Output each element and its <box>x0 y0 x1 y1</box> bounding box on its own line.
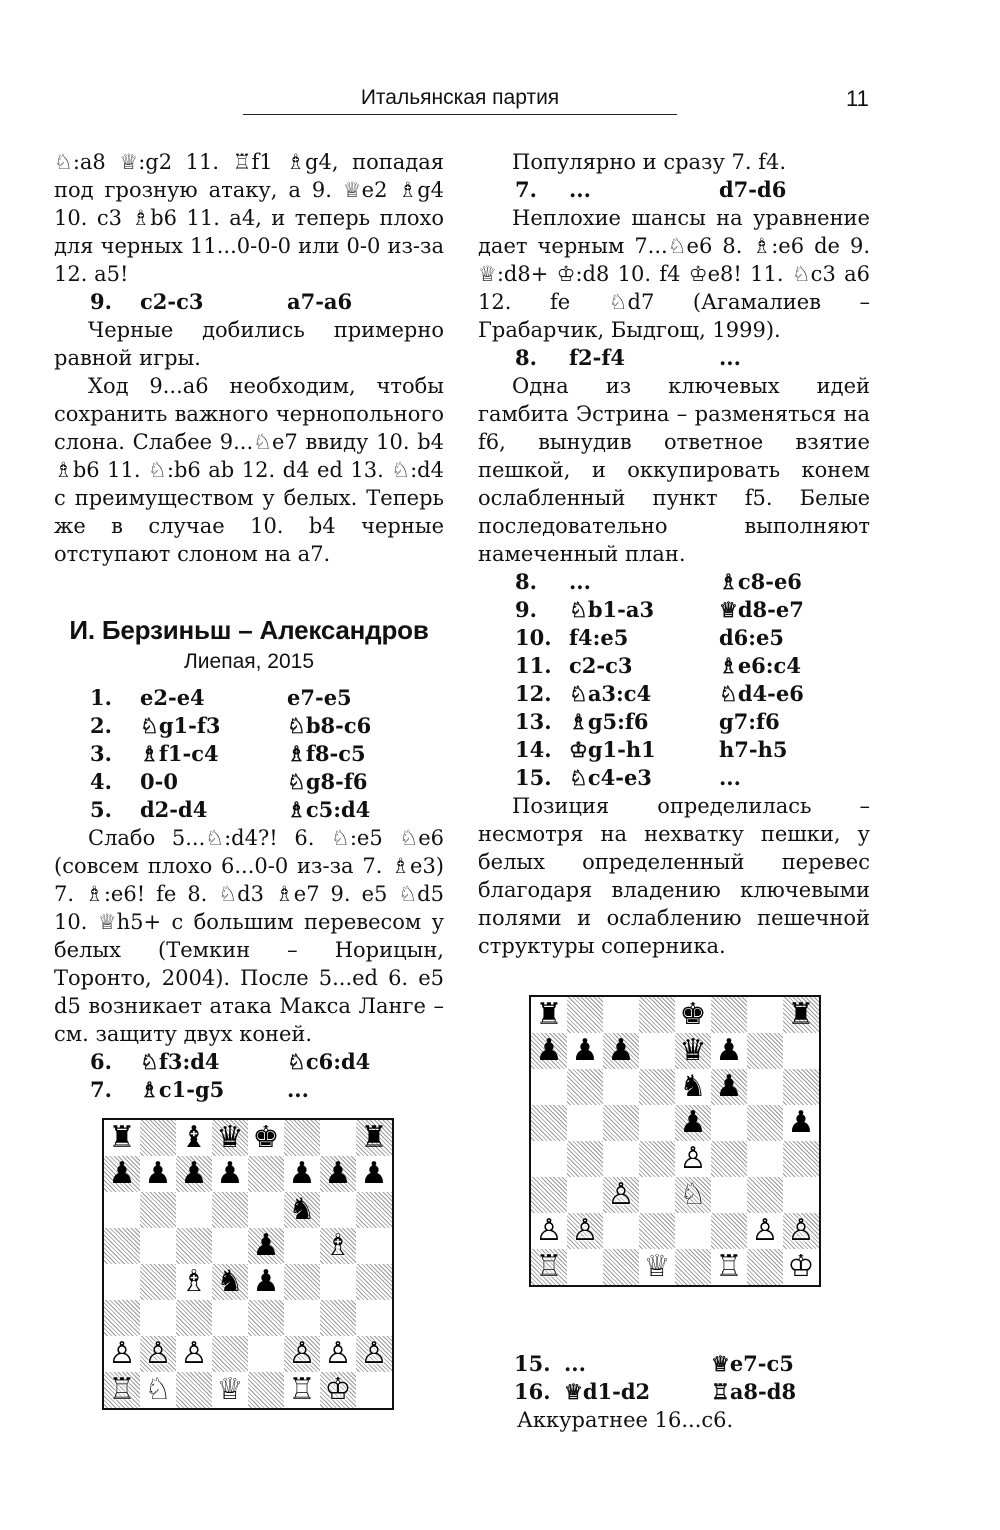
board-square <box>176 1372 212 1408</box>
board-square <box>567 1105 603 1141</box>
move-row: 11. c2-c3 ♗e6:c4 <box>515 653 801 678</box>
move-row: 3. ♗f1-c4 ♗f8-c5 <box>90 741 366 766</box>
running-head: Итальянская партия <box>243 86 677 115</box>
board-square <box>747 1069 783 1105</box>
white-pawn-icon: ♙ <box>108 1336 136 1371</box>
paragraph: ♘:a8 ♕:g2 11. ♖f1 ♗g4, попадая под грозную атаку, а 9. ♕e2 ♗g4 10. c3 ♗b6 11. a4, и теперь плохо для черных 11...0-0-0 или 0-0 из-за 12. a5! <box>54 150 444 286</box>
board-square <box>284 1372 320 1408</box>
white-pawn-icon: ♙ <box>679 1141 707 1176</box>
board-square <box>531 1033 567 1069</box>
board-square <box>711 1249 747 1285</box>
note: Аккуратнее 16...c6. <box>517 1408 734 1432</box>
white-king-icon: ♔ <box>787 1249 815 1284</box>
board-square <box>320 1228 356 1264</box>
board-square <box>356 1300 392 1336</box>
board-square <box>531 1069 567 1105</box>
board-square <box>140 1156 176 1192</box>
board-square <box>356 1156 392 1192</box>
move-list <box>478 1350 870 1406</box>
board-square <box>711 997 747 1033</box>
board-square <box>140 1228 176 1264</box>
board-square <box>140 1372 176 1408</box>
board-square <box>531 997 567 1033</box>
paragraph: Популярно и сразу 7. f4. <box>512 150 787 174</box>
board-square <box>248 1156 284 1192</box>
black-pawn-icon: ♟ <box>108 1156 136 1191</box>
paragraph: Неплохие шансы на уравнение дает черным 7...♘e6 8. ♗:e6 de 9. ♕:d8+ ♔:d8 10. f4 ♔e8! 11. ♘c3 a6 12. fe ♘d7 (Агамалиев – Грабарчик, Быдгощ, 1999). <box>478 206 870 342</box>
board-square <box>284 1336 320 1372</box>
white-pawn-icon: ♙ <box>571 1213 599 1248</box>
board-square <box>747 997 783 1033</box>
move-list <box>54 684 444 824</box>
chess-diagram <box>102 1118 394 1410</box>
board-square <box>747 1033 783 1069</box>
board-square <box>531 1105 567 1141</box>
move-row: 2. ♘g1-f3 ♘b8-c6 <box>90 713 372 738</box>
board-square <box>639 997 675 1033</box>
board-square <box>248 1300 284 1336</box>
board-square <box>711 1105 747 1141</box>
board-square <box>320 1264 356 1300</box>
black-rook-icon: ♜ <box>535 997 563 1032</box>
move-row: 12. ♘a3:c4 ♘d4-e6 <box>515 681 804 706</box>
board-square <box>567 1177 603 1213</box>
move-row: 13. ♗g5:f6 g7:f6 <box>515 709 780 734</box>
board-square <box>567 997 603 1033</box>
board-square <box>639 1177 675 1213</box>
board-square <box>176 1192 212 1228</box>
board-square <box>356 1264 392 1300</box>
move-list <box>54 1048 444 1104</box>
board-square <box>531 1177 567 1213</box>
move-row: 7. ♗c1-g5 ... <box>90 1077 309 1102</box>
paragraph: Одна из ключевых идей гамбита Эстрина – разменяться на f6, вынудив ответное взятие пешкой, и оккупировать конем ослабленный пункт f5. Белые последовательно выполняют намеченный план. <box>478 374 870 566</box>
white-rook-icon: ♖ <box>108 1372 136 1407</box>
board-square <box>675 1105 711 1141</box>
white-pawn-icon: ♙ <box>288 1336 316 1371</box>
board-square <box>320 1372 356 1408</box>
black-pawn-icon: ♟ <box>252 1228 280 1263</box>
board-square <box>140 1264 176 1300</box>
board-square <box>603 1141 639 1177</box>
white-queen-icon: ♕ <box>216 1372 244 1407</box>
board-square <box>639 1141 675 1177</box>
board-square <box>104 1156 140 1192</box>
black-pawn-icon: ♟ <box>180 1156 208 1191</box>
board-square <box>284 1228 320 1264</box>
white-pawn-icon: ♙ <box>607 1177 635 1212</box>
black-pawn-icon: ♟ <box>216 1156 244 1191</box>
board-square <box>747 1141 783 1177</box>
move-row: 8. ... ♗c8-e6 <box>515 569 802 594</box>
board-square <box>212 1228 248 1264</box>
board-square <box>140 1192 176 1228</box>
board-square <box>248 1228 284 1264</box>
board-square <box>531 1213 567 1249</box>
black-bishop-icon: ♝ <box>180 1120 208 1155</box>
board-square <box>140 1336 176 1372</box>
black-rook-icon: ♜ <box>360 1120 388 1155</box>
board-square <box>783 1033 819 1069</box>
board-square <box>356 1192 392 1228</box>
move-row: 14. ♔g1-h1 h7-h5 <box>515 737 788 762</box>
board-square <box>176 1228 212 1264</box>
board-square <box>284 1300 320 1336</box>
board-square <box>675 997 711 1033</box>
black-pawn-icon: ♟ <box>679 1105 707 1140</box>
white-rook-icon: ♖ <box>288 1372 316 1407</box>
board-square <box>320 1120 356 1156</box>
board-square <box>284 1264 320 1300</box>
board-square <box>320 1192 356 1228</box>
black-knight-icon: ♞ <box>216 1264 244 1299</box>
move-row: 9. c2-c3 a7-a6 <box>90 289 353 314</box>
board-square <box>104 1192 140 1228</box>
white-pawn-icon: ♙ <box>360 1336 388 1371</box>
board-square <box>603 1033 639 1069</box>
board-square <box>783 1141 819 1177</box>
board-square <box>176 1120 212 1156</box>
left-column <box>54 148 444 1104</box>
black-queen-icon: ♛ <box>679 1033 707 1068</box>
board-square <box>104 1336 140 1372</box>
board-square <box>675 1249 711 1285</box>
board-square <box>104 1120 140 1156</box>
board-square <box>603 997 639 1033</box>
move-row: 7. ... d7-d6 <box>515 177 787 202</box>
board-square <box>639 1213 675 1249</box>
white-knight-icon: ♘ <box>144 1372 172 1407</box>
board-square <box>747 1213 783 1249</box>
board-square <box>603 1069 639 1105</box>
black-knight-icon: ♞ <box>679 1069 707 1104</box>
white-queen-icon: ♕ <box>643 1249 671 1284</box>
black-king-icon: ♚ <box>252 1120 280 1155</box>
board-square <box>783 1069 819 1105</box>
board-square <box>747 1249 783 1285</box>
black-knight-icon: ♞ <box>288 1192 316 1227</box>
board-square <box>284 1192 320 1228</box>
board-square <box>567 1249 603 1285</box>
board-square <box>639 1069 675 1105</box>
white-pawn-icon: ♙ <box>144 1336 172 1371</box>
board-square <box>603 1177 639 1213</box>
board-square <box>675 1069 711 1105</box>
board-square <box>603 1105 639 1141</box>
paragraph: Слабо 5...♘:d4?! 6. ♘:e5 ♘e6 (совсем плохо 6...0-0 из-за 7. ♗e3) 7. ♗:e6! fe 8. ♘d3 ♗e7 9. e5 ♘d5 10. ♕h5+ с большим перевесом у белых (Темкин – Норицын, Торонто, 2004). После 5...ed 6. e5 d5 возникает атака Макса Ланге – см. защиту двух коней. <box>54 826 444 1046</box>
board-square <box>783 1177 819 1213</box>
black-pawn-icon: ♟ <box>324 1156 352 1191</box>
board-square <box>675 1033 711 1069</box>
board-square <box>603 1213 639 1249</box>
board-square <box>567 1141 603 1177</box>
game-place: Лиепая, 2015 <box>184 650 314 673</box>
board-square <box>176 1300 212 1336</box>
black-queen-icon: ♛ <box>216 1120 244 1155</box>
board-square <box>320 1336 356 1372</box>
board-square <box>531 1141 567 1177</box>
black-pawn-icon: ♟ <box>252 1264 280 1299</box>
move-row: 15. ♘c4-e3 ... <box>515 765 741 790</box>
board-square <box>176 1156 212 1192</box>
black-pawn-icon: ♟ <box>144 1156 172 1191</box>
board-square <box>675 1141 711 1177</box>
white-bishop-icon: ♗ <box>324 1228 352 1263</box>
board-square <box>639 1033 675 1069</box>
board-square <box>320 1300 356 1336</box>
black-pawn-icon: ♟ <box>787 1105 815 1140</box>
black-pawn-icon: ♟ <box>535 1033 563 1068</box>
board-square <box>639 1249 675 1285</box>
white-king-icon: ♔ <box>324 1372 352 1407</box>
board-square <box>284 1120 320 1156</box>
white-pawn-icon: ♙ <box>787 1213 815 1248</box>
move-row: 9. ♘b1-a3 ♕d8-e7 <box>515 597 804 622</box>
white-pawn-icon: ♙ <box>324 1336 352 1371</box>
board-square <box>603 1249 639 1285</box>
white-pawn-icon: ♙ <box>180 1336 208 1371</box>
board-square <box>711 1033 747 1069</box>
board-square <box>104 1264 140 1300</box>
move-row: 6. ♘f3:d4 ♘c6:d4 <box>90 1049 371 1074</box>
board-square <box>675 1213 711 1249</box>
board-square <box>104 1300 140 1336</box>
board-square <box>711 1069 747 1105</box>
black-pawn-icon: ♟ <box>715 1033 743 1068</box>
board-square <box>104 1228 140 1264</box>
paragraph: Позиция определилась – несмотря на нехватку пешки, у белых определенный перевес благодаря владению ключевыми полями и ослаблению пешечной структуры соперника. <box>478 794 870 958</box>
board-square <box>320 1156 356 1192</box>
board-square <box>248 1372 284 1408</box>
board-square <box>783 1249 819 1285</box>
board-square <box>567 1033 603 1069</box>
black-king-icon: ♚ <box>679 997 707 1032</box>
black-pawn-icon: ♟ <box>360 1156 388 1191</box>
board-square <box>356 1372 392 1408</box>
board-square <box>212 1300 248 1336</box>
black-pawn-icon: ♟ <box>715 1069 743 1104</box>
board-square <box>639 1105 675 1141</box>
board-square <box>248 1336 284 1372</box>
board-square <box>212 1336 248 1372</box>
board-square <box>356 1228 392 1264</box>
board-square <box>783 997 819 1033</box>
board-square <box>212 1120 248 1156</box>
board-square <box>284 1156 320 1192</box>
paragraph: Ход 9...a6 необходим, чтобы сохранить важного чернопольного слона. Слабее 9...♘e7 ввиду 10. b4 ♗b6 11. ♘:b6 ab 12. d4 ed 13. ♘:d4 с преимуществом у белых. Теперь же в случае 10. b4 черные отступают слоном на a7. <box>54 374 444 566</box>
board-square <box>675 1177 711 1213</box>
board-square <box>531 1249 567 1285</box>
black-rook-icon: ♜ <box>787 997 815 1032</box>
board-square <box>248 1264 284 1300</box>
board-square <box>567 1213 603 1249</box>
board-square <box>212 1156 248 1192</box>
board-square <box>711 1213 747 1249</box>
board-square <box>140 1300 176 1336</box>
right-column <box>478 148 870 960</box>
page-number: 11 <box>846 86 869 111</box>
move-row: 16. ♕d1-d2 ♖a8-d8 <box>514 1379 797 1404</box>
move-row: 1. e2-e4 e7-e5 <box>90 685 352 710</box>
move-row: 8. f2-f4 ... <box>515 345 741 370</box>
board-square <box>212 1372 248 1408</box>
move-row: 10. f4:e5 d6:e5 <box>515 625 785 650</box>
white-bishop-icon: ♗ <box>180 1264 208 1299</box>
white-pawn-icon: ♙ <box>535 1213 563 1248</box>
move-row: 5. d2-d4 ♗c5:d4 <box>90 797 371 822</box>
board-square <box>212 1264 248 1300</box>
board-square <box>356 1336 392 1372</box>
board-square <box>747 1105 783 1141</box>
chess-diagram <box>529 995 821 1287</box>
black-pawn-icon: ♟ <box>288 1156 316 1191</box>
board-square <box>176 1264 212 1300</box>
white-knight-icon: ♘ <box>679 1177 707 1212</box>
move-row: 15. ... ♕e7-c5 <box>514 1351 794 1376</box>
board-square <box>711 1177 747 1213</box>
white-rook-icon: ♖ <box>535 1249 563 1284</box>
board-square <box>212 1192 248 1228</box>
board-square <box>140 1120 176 1156</box>
board-square <box>747 1177 783 1213</box>
board-square <box>248 1120 284 1156</box>
board-square <box>248 1192 284 1228</box>
board-square <box>104 1372 140 1408</box>
move-row: 4. 0-0 ♘g8-f6 <box>90 769 368 794</box>
board-square <box>711 1141 747 1177</box>
board-square <box>176 1336 212 1372</box>
board-square <box>356 1120 392 1156</box>
board-square <box>567 1069 603 1105</box>
white-rook-icon: ♖ <box>715 1249 743 1284</box>
paragraph: Черные добились примерно равной игры. <box>54 318 444 370</box>
black-pawn-icon: ♟ <box>607 1033 635 1068</box>
board-square <box>783 1213 819 1249</box>
move-list <box>478 568 870 792</box>
white-pawn-icon: ♙ <box>751 1213 779 1248</box>
game-title: И. Берзиньш – Александров <box>69 615 429 645</box>
black-rook-icon: ♜ <box>108 1120 136 1155</box>
board-square <box>783 1105 819 1141</box>
black-pawn-icon: ♟ <box>571 1033 599 1068</box>
